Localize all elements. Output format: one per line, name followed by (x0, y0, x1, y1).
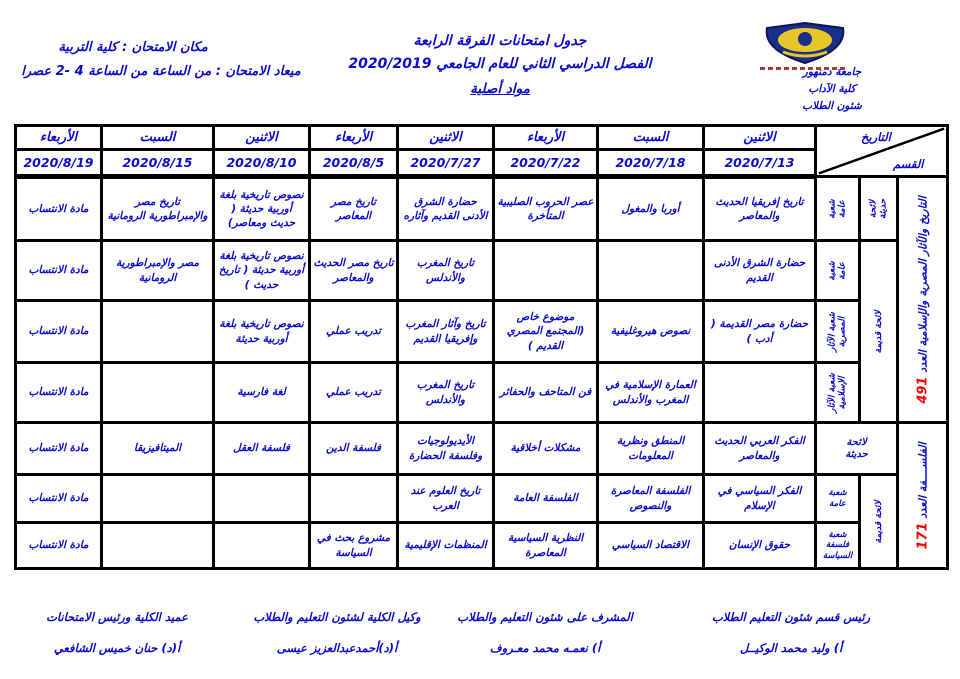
department-name: التاريخ والآثار المصرية والإسلامية العدد (916, 195, 929, 373)
department-count: 491 (915, 376, 930, 404)
date-header: 2020/7/27 (398, 150, 494, 177)
signatory-name: أ) وليد محمد الوكيــل (739, 641, 843, 655)
subject-cell: مادة الانتساب (16, 301, 102, 363)
table-row (16, 423, 948, 475)
subject-cell: تاريخ المغرب والأندلس (398, 363, 494, 423)
subject-cell (310, 475, 398, 523)
division-cell: شعبة عامة (816, 241, 860, 301)
subject-cell (598, 241, 704, 301)
subject-cell: مادة الانتساب (16, 523, 102, 569)
signatory-education-supervisor (430, 610, 660, 655)
corner-cell (816, 126, 948, 177)
corner-date-label: التاريخ (861, 130, 891, 144)
table-row (16, 301, 948, 363)
division-cell: شعبة عامة (816, 177, 860, 241)
department-count: 171 (915, 521, 930, 549)
day-header: الأربعاء (310, 126, 398, 150)
signatory-title: رئيس قسم شئون التعليم الطلاب (711, 610, 871, 624)
subject-cell: تاريخ وآثار المغرب وإفريقيا القديم (398, 301, 494, 363)
subject-cell: موضوع خاص (المجتمع المصري القديم ) (494, 301, 598, 363)
subject-cell: مادة الانتساب (16, 363, 102, 423)
subject-cell: أوربا والمغول (598, 177, 704, 241)
subject-cell: مادة الانتساب (16, 177, 102, 241)
subject-cell: الفلسفة المعاصرة والنصوص (598, 475, 704, 523)
day-header: الاثنين (214, 126, 310, 150)
subject-cell: الفلسفة العامة (494, 475, 598, 523)
subject-cell: حضارة الشرق الأدنى القديم وآثاره (398, 177, 494, 241)
subject-cell: تاريخ مصر والإمبراطورية الرومانية (102, 177, 214, 241)
semester-title: الفصل الدراسي الثاني للعام الجامعي 2020/2019 (348, 56, 652, 72)
day-header: السبت (598, 126, 704, 150)
subject-cell: عصر الحروب الصليبية المتأخرة (494, 177, 598, 241)
subject-cell: حضارة مصر القديمة ( أدب ) (704, 301, 816, 363)
subject-cell: مادة الانتساب (16, 475, 102, 523)
regulation-cell: لائحة حديثة (816, 423, 898, 475)
corner-dept-label: القسم (893, 157, 924, 171)
exam-location: مكان الامتحان : كلية التربية (58, 40, 208, 55)
signatory-name: أ(د)أحمدعبدالعزيز عيسى (276, 641, 398, 655)
subject-cell (494, 241, 598, 301)
day-header: السبت (102, 126, 214, 150)
subject-cell (102, 301, 214, 363)
subject-cell: مادة الانتساب (16, 423, 102, 475)
subject-cell: حقوق الإنسان (704, 523, 816, 569)
subject-cell: الأيديولوجيات وفلسفة الحضارة (398, 423, 494, 475)
subject-cell: الفكر السياسي في الإسلام (704, 475, 816, 523)
signatory-education-affairs-head (676, 610, 906, 655)
subject-cell: تاريخ العلوم عند العرب (398, 475, 494, 523)
department-name: الفلســــفة العدد (916, 442, 929, 519)
day-header-row (16, 126, 948, 150)
subject-cell: مشروع بحث في السياسة (310, 523, 398, 569)
subject-cell: تاريخ مصر الحديث والمعاصر (310, 241, 398, 301)
subject-cell: الاقتصاد السياسي (598, 523, 704, 569)
subject-cell: نصوص تاريخية بلغة أوربية حديثة (214, 301, 310, 363)
date-header: 2020/7/18 (598, 150, 704, 177)
subject-cell: حضارة الشرق الأدنى القديم (704, 241, 816, 301)
regulation-cell: لائحة قديمة (860, 241, 898, 423)
table-row (16, 241, 948, 301)
university-block (772, 66, 892, 117)
division-cell: شعبة فلسفة السياسة (816, 523, 860, 569)
division-cell: شعبة عامة (816, 475, 860, 523)
subject-cell: مشكلات أخلاقية (494, 423, 598, 475)
subject-cell: فن المتاحف والحفائر (494, 363, 598, 423)
date-header: 2020/7/13 (704, 150, 816, 177)
student-affairs-label: شئون الطلاب (802, 100, 862, 112)
regulation-cell: لائحة قديمة (860, 475, 898, 569)
department-label-philosophy (898, 423, 948, 569)
subject-cell: الفكر العربي الحديث والمعاصر (704, 423, 816, 475)
date-header-row (16, 150, 948, 177)
subject-cell: مادة الانتساب (16, 241, 102, 301)
subject-cell (214, 475, 310, 523)
schedule-title: جدول امتحانات الفرقة الرابعة (413, 33, 587, 49)
subject-cell: النظرية السياسية المعاصرة (494, 523, 598, 569)
university-emblem-icon (753, 20, 857, 66)
exam-schedule-table-wrap (14, 124, 949, 570)
subject-cell: مصر والإمبراطورية الرومانية (102, 241, 214, 301)
subject-cell (214, 523, 310, 569)
subject-cell: تدريب عملي (310, 301, 398, 363)
subject-cell: فلسفة الدين (310, 423, 398, 475)
signatory-name: أ(د) حنان خميس الشافعي (53, 641, 181, 655)
date-header: 2020/7/22 (494, 150, 598, 177)
day-header: الأربعاء (494, 126, 598, 150)
university-name: جامعة دمنهور (802, 66, 862, 78)
signatory-title: عميد الكلية ورئيس الامتحانات (46, 610, 188, 624)
date-header: 2020/8/19 (16, 150, 102, 177)
subject-cell (102, 475, 214, 523)
faculty-name: كلية الآداب (808, 83, 856, 95)
table-row (16, 177, 948, 241)
day-header: الاثنين (704, 126, 816, 150)
subject-cell: فلسفة العقل (214, 423, 310, 475)
subject-cell (102, 363, 214, 423)
division-cell: شعبة الآثار الإسلامية (816, 363, 860, 423)
subject-cell: تاريخ مصر المعاصر (310, 177, 398, 241)
subject-cell (102, 523, 214, 569)
subject-cell: تدريب عملي (310, 363, 398, 423)
signatory-title: المشرف على شئون التعليم والطلاب (457, 610, 633, 624)
table-row (16, 523, 948, 569)
subject-cell (704, 363, 816, 423)
subject-cell: نصوص هيروغليفية (598, 301, 704, 363)
date-header: 2020/8/15 (102, 150, 214, 177)
table-row (16, 475, 948, 523)
exam-time: ميعاد الامتحان : من الساعة من الساعة ‎2- 4‎ عصرا (21, 64, 301, 79)
subject-cell: نصوص تاريخية بلغة أوربية حديثة ( حديث ومعاصر) (214, 177, 310, 241)
subject-cell: تاريخ إفريقيا الحديث والمعاصر (704, 177, 816, 241)
subject-cell: لغة فارسية (214, 363, 310, 423)
day-header: الاثنين (398, 126, 494, 150)
subjects-type-title: مواد أصلية (470, 81, 530, 97)
department-label-history (898, 177, 948, 423)
subject-cell: العمارة الإسلامية في المغرب والأندلس (598, 363, 704, 423)
signatory-title: وكيل الكلية لشئون التعليم والطلاب (253, 610, 421, 624)
subject-cell: المنظمات الإقليمية (398, 523, 494, 569)
regulation-cell: لائحة حديثة (860, 177, 898, 241)
signatory-vice-dean (222, 610, 452, 655)
division-cell: شعبة الآثار المصرية (816, 301, 860, 363)
university-logo (753, 20, 857, 66)
day-header: الأربعاء (16, 126, 102, 150)
signatory-name: أ) نعمـه محمد معـروف (489, 641, 601, 655)
subject-cell: الميتافيزيقا (102, 423, 214, 475)
subject-cell: نصوص تاريخية بلغة أوربية حديثة ( تاريخ حديث ) (214, 241, 310, 301)
table-row (16, 363, 948, 423)
date-header: 2020/8/5 (310, 150, 398, 177)
signatory-dean (2, 610, 232, 655)
date-header: 2020/8/10 (214, 150, 310, 177)
subject-cell: تاريخ المغرب والأندلس (398, 241, 494, 301)
subject-cell: المنطق ونظرية المعلومات (598, 423, 704, 475)
exam-schedule-table (14, 124, 949, 570)
